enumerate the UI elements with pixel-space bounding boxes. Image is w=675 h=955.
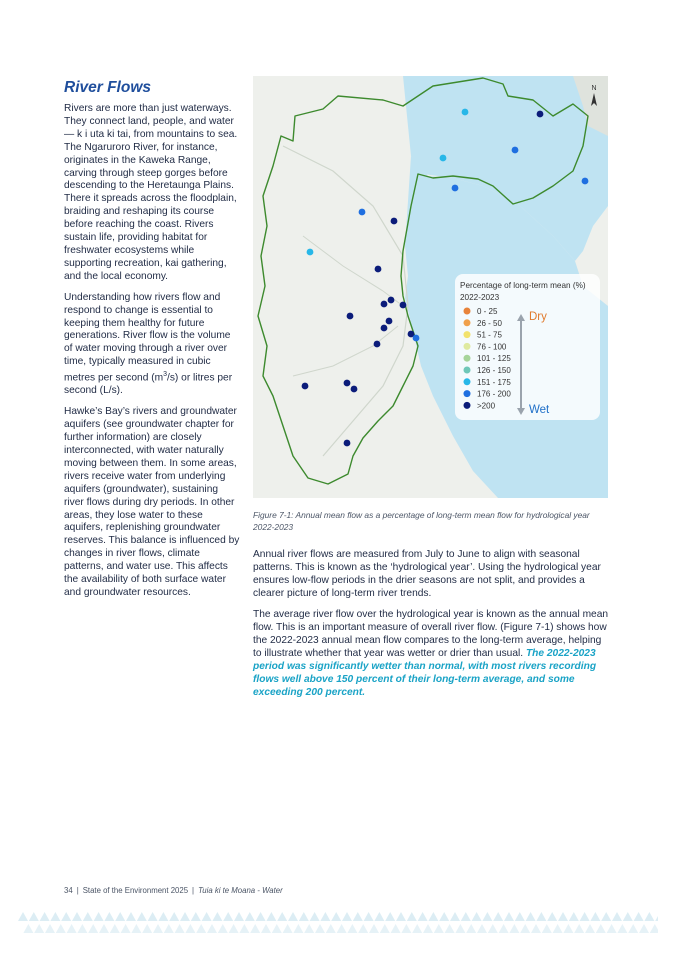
band-triangle (185, 924, 195, 933)
band-triangle (256, 912, 266, 921)
band-triangle (40, 912, 50, 921)
band-triangle (401, 924, 411, 933)
band-triangle (574, 924, 584, 933)
gauge-site-marker (381, 325, 388, 332)
legend-swatch (464, 355, 471, 362)
band-triangle (526, 912, 536, 921)
band-triangle (634, 912, 644, 921)
band-triangle (50, 912, 60, 921)
band-triangle (250, 924, 260, 933)
page-number: 34 (64, 886, 73, 895)
legend-label: 76 - 100 (477, 342, 507, 352)
band-triangle (45, 924, 55, 933)
legend-swatch (464, 319, 471, 326)
band-triangle (196, 924, 206, 933)
band-triangle (455, 924, 465, 933)
legend-label: 101 - 125 (477, 354, 511, 364)
band-triangle (493, 912, 503, 921)
gauge-site-marker (375, 266, 382, 273)
band-triangle (580, 912, 590, 921)
legend-label: 26 - 50 (477, 318, 502, 328)
band-triangle (245, 912, 255, 921)
legend-swatch (464, 331, 471, 338)
band-triangle (104, 912, 114, 921)
legend-label: 176 - 200 (477, 389, 511, 399)
band-triangle (347, 924, 357, 933)
band-triangle (450, 912, 460, 921)
band-triangle (553, 924, 563, 933)
band-triangle (326, 924, 336, 933)
band-triangle (504, 912, 514, 921)
band-triangle (293, 924, 303, 933)
band-triangle (520, 924, 530, 933)
band-triangle (331, 912, 341, 921)
band-triangle (461, 912, 471, 921)
band-triangle (110, 924, 120, 933)
band-triangle (596, 924, 606, 933)
band-triangle (563, 924, 573, 933)
band-triangle (650, 924, 658, 933)
paragraph: Annual river flows are measured from July to June to align with seasonal patterns. This is known as the ‘hydrological year’. Using the hydrological year ensures low-flow periods in the drier seasons are not split, and provides a clearer picture of long-term river trends. (253, 549, 601, 599)
gauge-site-marker (400, 302, 407, 309)
legend-swatch (464, 308, 471, 315)
band-triangle (542, 924, 552, 933)
band-triangle (466, 924, 476, 933)
band-triangle (202, 912, 212, 921)
band-triangle (304, 924, 314, 933)
band-triangle (655, 912, 658, 921)
band-triangle (628, 924, 638, 933)
dry-label: Dry (529, 311, 547, 323)
legend-swatch (464, 390, 471, 397)
band-triangle (488, 924, 498, 933)
band-triangle (283, 924, 293, 933)
north-label: N (591, 85, 597, 92)
band-triangle (342, 912, 352, 921)
band-triangle (569, 912, 579, 921)
right-column (253, 548, 609, 707)
band-triangle (137, 912, 147, 921)
band-triangle (99, 924, 109, 933)
band-triangle (164, 924, 174, 933)
band-triangle (158, 912, 168, 921)
band-triangle (477, 924, 487, 933)
gauge-site-marker (582, 178, 589, 185)
band-triangle (396, 912, 406, 921)
band-triangle (234, 912, 244, 921)
band-triangle (56, 924, 66, 933)
gauge-site-marker (359, 209, 366, 216)
band-triangle (115, 912, 125, 921)
legend-label: 126 - 150 (477, 366, 511, 375)
legend (455, 274, 600, 420)
band-triangle (23, 924, 33, 933)
band-triangle (315, 924, 325, 933)
band-triangle (585, 924, 595, 933)
band-triangle (153, 924, 163, 933)
gauge-site-marker (391, 218, 398, 225)
band-triangle (72, 912, 82, 921)
band-triangle (288, 912, 298, 921)
band-triangle (499, 924, 509, 933)
legend-swatch (464, 367, 471, 374)
band-triangle (191, 912, 201, 921)
band-triangle (358, 924, 368, 933)
legend-title: Percentage of long-term mean (%) (460, 281, 586, 290)
band-triangle (175, 924, 185, 933)
map-svg (253, 76, 608, 498)
paragraph-text: Understanding how rivers flow and respond to change is essential to keeping them healthy for future generations. River flow is the volume of water moving through a river over time, typically measured in cubic metres per second (m (64, 291, 231, 384)
footer-separator: | (192, 886, 195, 895)
band-triangle (148, 912, 158, 921)
legend-swatch (464, 402, 471, 409)
decorative-triangle-band (18, 910, 658, 938)
gauge-site-marker (388, 297, 395, 304)
river-flow-map (253, 76, 608, 498)
band-triangle (207, 924, 217, 933)
band-triangle (310, 912, 320, 921)
band-triangle (266, 912, 276, 921)
page-heading: River Flows (64, 79, 151, 96)
band-triangle (261, 924, 271, 933)
gauge-site-marker (344, 440, 351, 447)
paragraph: Rivers are more than just waterways. They connect land, people, and water — k i uta ki tai, from mountains to sea. The Ngaruroro River, for instance, originates in the Kaweka Range, carving through steep gorges before descending to the Heretaunga Plains. There it spreads across the floodplain, braiding and reshaping its course before reaching the coast. Rivers sustain life, providing habitat for freshwater ecosystems while supporting recreation, kai gathering, and the local economy. (64, 103, 238, 282)
band-triangle (320, 912, 330, 921)
band-triangle (374, 912, 384, 921)
footer (64, 886, 283, 895)
band-triangle (423, 924, 433, 933)
band-triangle (558, 912, 568, 921)
legend-label: >200 (477, 401, 496, 411)
band-triangle (77, 924, 87, 933)
band-triangle (590, 912, 600, 921)
band-triangle (337, 924, 347, 933)
document-title: State of the Environment 2025 (82, 886, 189, 895)
wet-label: Wet (529, 404, 550, 416)
band-triangle (169, 912, 179, 921)
paragraph-text: The average river flow over the hydrological year is known as the annual mean flow. This is an important measure of overall river flow. (Figure 7-1) shows how the 2022-2023 annual mean flow compares to the long-term average, helping to illustrate whether that year was wetter or drier than usual. (253, 609, 609, 659)
left-column (64, 103, 240, 608)
gauge-site-marker (344, 380, 351, 387)
band-triangle (607, 924, 617, 933)
band-triangle (18, 912, 28, 921)
band-triangle (94, 912, 104, 921)
gauge-site-marker (374, 341, 381, 348)
paragraph: Hawke’s Bay’s rivers and groundwater aquifers (see groundwater chapter for further information) are closely interconnected, with water naturally moving between them. In some areas, rivers receive water from underlying aquifers (groundwater), sustaining river flows during dry periods. In other areas, they lose water to these aquifers, replenishing groundwater reserves. This balance is influenced by changes in river flows, climate patterns, and water use. This affects the availability of both surface water and groundwater resources. (64, 406, 240, 599)
band-triangle (61, 912, 71, 921)
legend-year: 2022-2023 (460, 293, 500, 302)
gauge-site-marker (386, 318, 393, 325)
band-triangle (407, 912, 417, 921)
gauge-site-marker (347, 313, 354, 320)
band-triangle (612, 912, 622, 921)
band-triangle (299, 912, 309, 921)
band-triangle (142, 924, 152, 933)
band-triangle (445, 924, 455, 933)
band-triangle (364, 912, 374, 921)
band-triangle (639, 924, 649, 933)
gauge-site-marker (512, 147, 519, 154)
section-title: Tuia ki te Moana - Water (198, 886, 283, 895)
band-triangle (385, 912, 395, 921)
band-triangle (126, 912, 136, 921)
superscript: 3 (163, 371, 167, 379)
triangle-pattern (18, 912, 658, 933)
legend-label: 51 - 75 (477, 330, 502, 340)
band-triangle (536, 912, 546, 921)
band-triangle (623, 912, 633, 921)
band-triangle (272, 924, 282, 933)
legend-label: 151 - 175 (477, 377, 511, 387)
band-triangle (509, 924, 519, 933)
band-triangle (121, 924, 131, 933)
band-triangle (418, 912, 428, 921)
paragraph-flow-definition (64, 292, 240, 399)
band-triangle (353, 912, 363, 921)
band-triangle (412, 924, 422, 933)
band-triangle (29, 912, 39, 921)
paragraph-text: /s) or litres per second (L/s). (64, 372, 233, 397)
band-triangle (218, 924, 228, 933)
band-triangle (434, 924, 444, 933)
band-triangle (83, 912, 93, 921)
band-triangle (531, 924, 541, 933)
band-triangle (239, 924, 249, 933)
band-triangle (428, 912, 438, 921)
band-triangle (472, 912, 482, 921)
highlight-text: The 2022-2023 period was significantly wetter than normal, with most rivers recording flows well above 150 percent of their long-term average, and some exceeding 200 percent. (253, 648, 597, 698)
band-triangle (482, 912, 492, 921)
band-triangle (601, 912, 611, 921)
paragraph-annual-mean (253, 608, 609, 699)
band-triangle (391, 924, 401, 933)
band-triangle (88, 924, 98, 933)
legend-swatch (464, 378, 471, 385)
band-triangle (547, 912, 557, 921)
gauge-site-marker (537, 111, 544, 118)
band-triangle (277, 912, 287, 921)
band-triangle (644, 912, 654, 921)
legend-label: 0 - 25 (477, 307, 498, 316)
band-triangle (223, 912, 233, 921)
gauge-site-marker (381, 301, 388, 308)
band-triangle (131, 924, 141, 933)
band-triangle (212, 912, 222, 921)
band-triangle (34, 924, 44, 933)
gauge-site-marker (462, 109, 469, 116)
gauge-site-marker (307, 249, 314, 256)
gauge-site-marker (302, 383, 309, 390)
gauge-site-marker (452, 185, 459, 192)
gauge-site-marker (440, 155, 447, 162)
band-triangle (380, 924, 390, 933)
band-triangle (515, 912, 525, 921)
band-triangle (369, 924, 379, 933)
band-triangle (617, 924, 627, 933)
footer-separator: | (76, 886, 79, 895)
legend-swatch (464, 343, 471, 350)
band-triangle (439, 912, 449, 921)
band-triangle (180, 912, 190, 921)
band-triangle (67, 924, 77, 933)
gauge-site-marker (351, 386, 358, 393)
gauge-site-marker (413, 335, 420, 342)
figure-caption: Figure 7-1: Annual mean flow as a percentage of long-term mean flow for hydrological year 2022-2023 (253, 510, 590, 532)
band-triangle (229, 924, 239, 933)
